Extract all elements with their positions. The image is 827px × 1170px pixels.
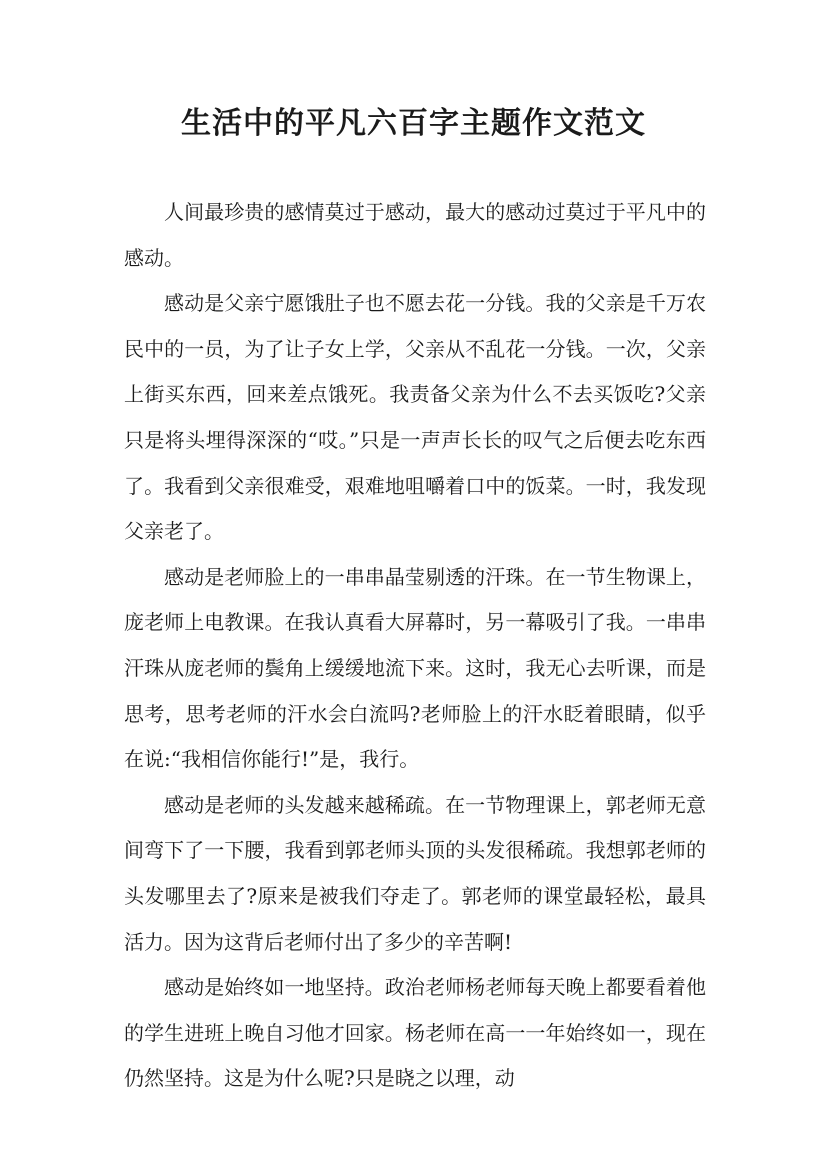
paragraph: 感动是父亲宁愿饿肚子也不愿去花一分钱。我的父亲是千万农民中的一员，为了让子女上学，父亲从不乱花一分钱。一次，父亲上街买东西，回来差点饿死。我责备父亲为什么不去买饭吃?父亲只是将头埋得深深的“哎。”只是一声声长长的叹气之后便去吃东西了。我看到父亲很难受，艰难地咀嚼着口中的饭菜。一时，我发现父亲老了。 bbox=[124, 291, 706, 544]
paragraph: 感动是始终如一地坚持。政治老师杨老师每天晚上都要看着他的学生进班上晚自习他才回家。杨老师在高一一年始终如一，现在仍然坚持。这是为什么呢?只是晓之以理，动 bbox=[124, 975, 706, 1091]
paragraph: 感动是老师的头发越来越稀疏。在一节物理课上，郭老师无意间弯下了一下腰，我看到郭老师头顶的头发很稀疏。我想郭老师的头发哪里去了?原来是被我们夺走了。郭老师的课堂最轻松，最具活力。因为这背后老师付出了多少的辛苦啊! bbox=[124, 792, 706, 954]
paragraph: 感动是老师脸上的一串串晶莹剔透的汗珠。在一节生物课上，庞老师上电教课。在我认真看大屏幕时，另一幕吸引了我。一串串汗珠从庞老师的鬓角上缓缓地流下来。这时，我无心去听课，而是思考，思考老师的汗水会白流吗?老师脸上的汗水眨着眼睛，似乎在说:“我相信你能行!”是，我行。 bbox=[124, 564, 706, 772]
document-title: 生活中的平凡六百字主题作文范文 bbox=[181, 106, 646, 141]
paragraph: 人间最珍贵的感情莫过于感动，最大的感动过莫过于平凡中的感动。 bbox=[124, 200, 706, 270]
document-body bbox=[124, 190, 706, 1102]
